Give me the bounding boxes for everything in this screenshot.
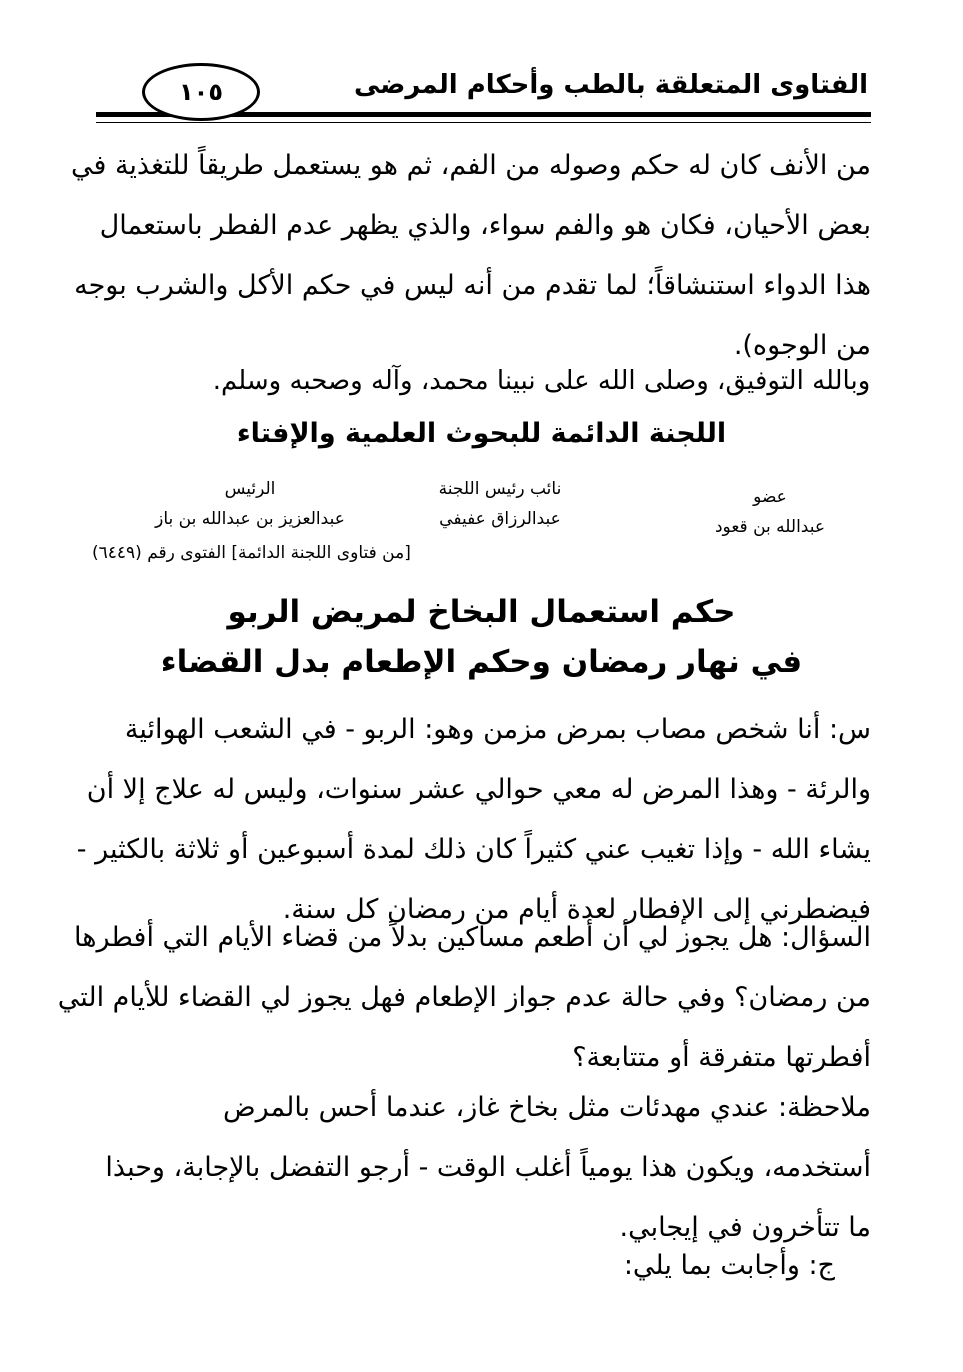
- signatory-role: عضو: [753, 487, 787, 507]
- question-paragraph: [76, 700, 871, 940]
- committee-name: اللجنة الدائمة للبحوث العلمية والإفتاء: [236, 418, 727, 449]
- signatory-name: عبدالعزيز بن عبدالله بن باز: [155, 509, 345, 529]
- intro-line: بعض الأحيان، فكان هو والفم سواء، والذي يظهر عدم الفطر باستعمال: [99, 210, 871, 241]
- sub-question-paragraph: [57, 908, 871, 1088]
- section-title-line2: في نهار رمضان وحكم الإطعام بدل القضاء: [160, 644, 803, 680]
- intro-paragraph: [70, 136, 871, 376]
- note-line: ما تتأخرون في إيجابي.: [619, 1212, 871, 1243]
- signatory-member: [690, 482, 850, 542]
- signatory-vice-president: [410, 474, 590, 534]
- question-line: فيضطرني إلى الإفطار لعدة أيام من رمضان كل سنة.: [282, 894, 871, 925]
- question-line: س: أنا شخص مصاب بمرض مزمن وهو: الربو - في الشعب الهوائية: [124, 714, 871, 745]
- fatwa-reference: [من فتاوى اللجنة الدائمة] الفتوى رقم (٦٤٤٩): [92, 543, 411, 563]
- intro-line: من الوجوه).: [733, 330, 871, 361]
- closing-blessing: وبالله التوفيق، وصلى الله على نبينا محمد، وآله وصحبه وسلم.: [212, 366, 871, 396]
- running-header-title: الفتاوى المتعلقة بالطب وأحكام المرضى: [353, 70, 868, 100]
- header-rule-thin: [96, 122, 871, 123]
- sub-question-line: السؤال: هل يجوز لي أن أطعم مساكين بدلاً من قضاء الأيام التي أفطرها: [74, 922, 871, 953]
- section-title-line1: حكم استعمال البخاخ لمريض الربو: [227, 594, 736, 630]
- sub-question-line: من رمضان؟ وفي حالة عدم جواز الإطعام فهل يجوز لي القضاء للأيام التي: [57, 982, 871, 1013]
- note-line: أستخدمه، ويكون هذا يومياً أغلب الوقت - أرجو التفضل بالإجابة، وحبذا: [105, 1152, 871, 1183]
- page-number: [142, 63, 260, 121]
- signatory-role: نائب رئيس اللجنة: [438, 479, 562, 499]
- signatory-role: الرئيس: [224, 479, 276, 499]
- signatory-president: [150, 474, 350, 534]
- question-line: يشاء الله - وإذا تغيب عني كثيراً كان ذلك لمدة أسبوعين أو ثلاثة بالكثير -: [76, 834, 871, 865]
- intro-line: من الأنف كان له حكم وصوله من الفم، ثم هو يستعمل طريقاً للتغذية في: [70, 150, 871, 181]
- note-line: ملاحظة: عندي مهدئات مثل بخاخ غاز، عندما أحس بالمرض: [222, 1092, 871, 1123]
- note-paragraph: [92, 1078, 871, 1258]
- answer-intro: ج: وأجابت بما يلي:: [623, 1250, 835, 1281]
- question-line: والرئة - وهذا المرض له معي حوالي عشر سنوات، وليس له علاج إلا أن: [86, 774, 871, 805]
- signatory-name: عبدالله بن قعود: [714, 517, 825, 537]
- page-number-text: ١٠٥: [179, 78, 223, 106]
- sub-question-line: أفطرتها متفرقة أو متتابعة؟: [572, 1042, 871, 1073]
- intro-line: هذا الدواء استنشاقاً؛ لما تقدم من أنه ليس في حكم الأكل والشرب بوجه: [74, 270, 871, 301]
- signatory-name: عبدالرزاق عفيفي: [439, 509, 561, 529]
